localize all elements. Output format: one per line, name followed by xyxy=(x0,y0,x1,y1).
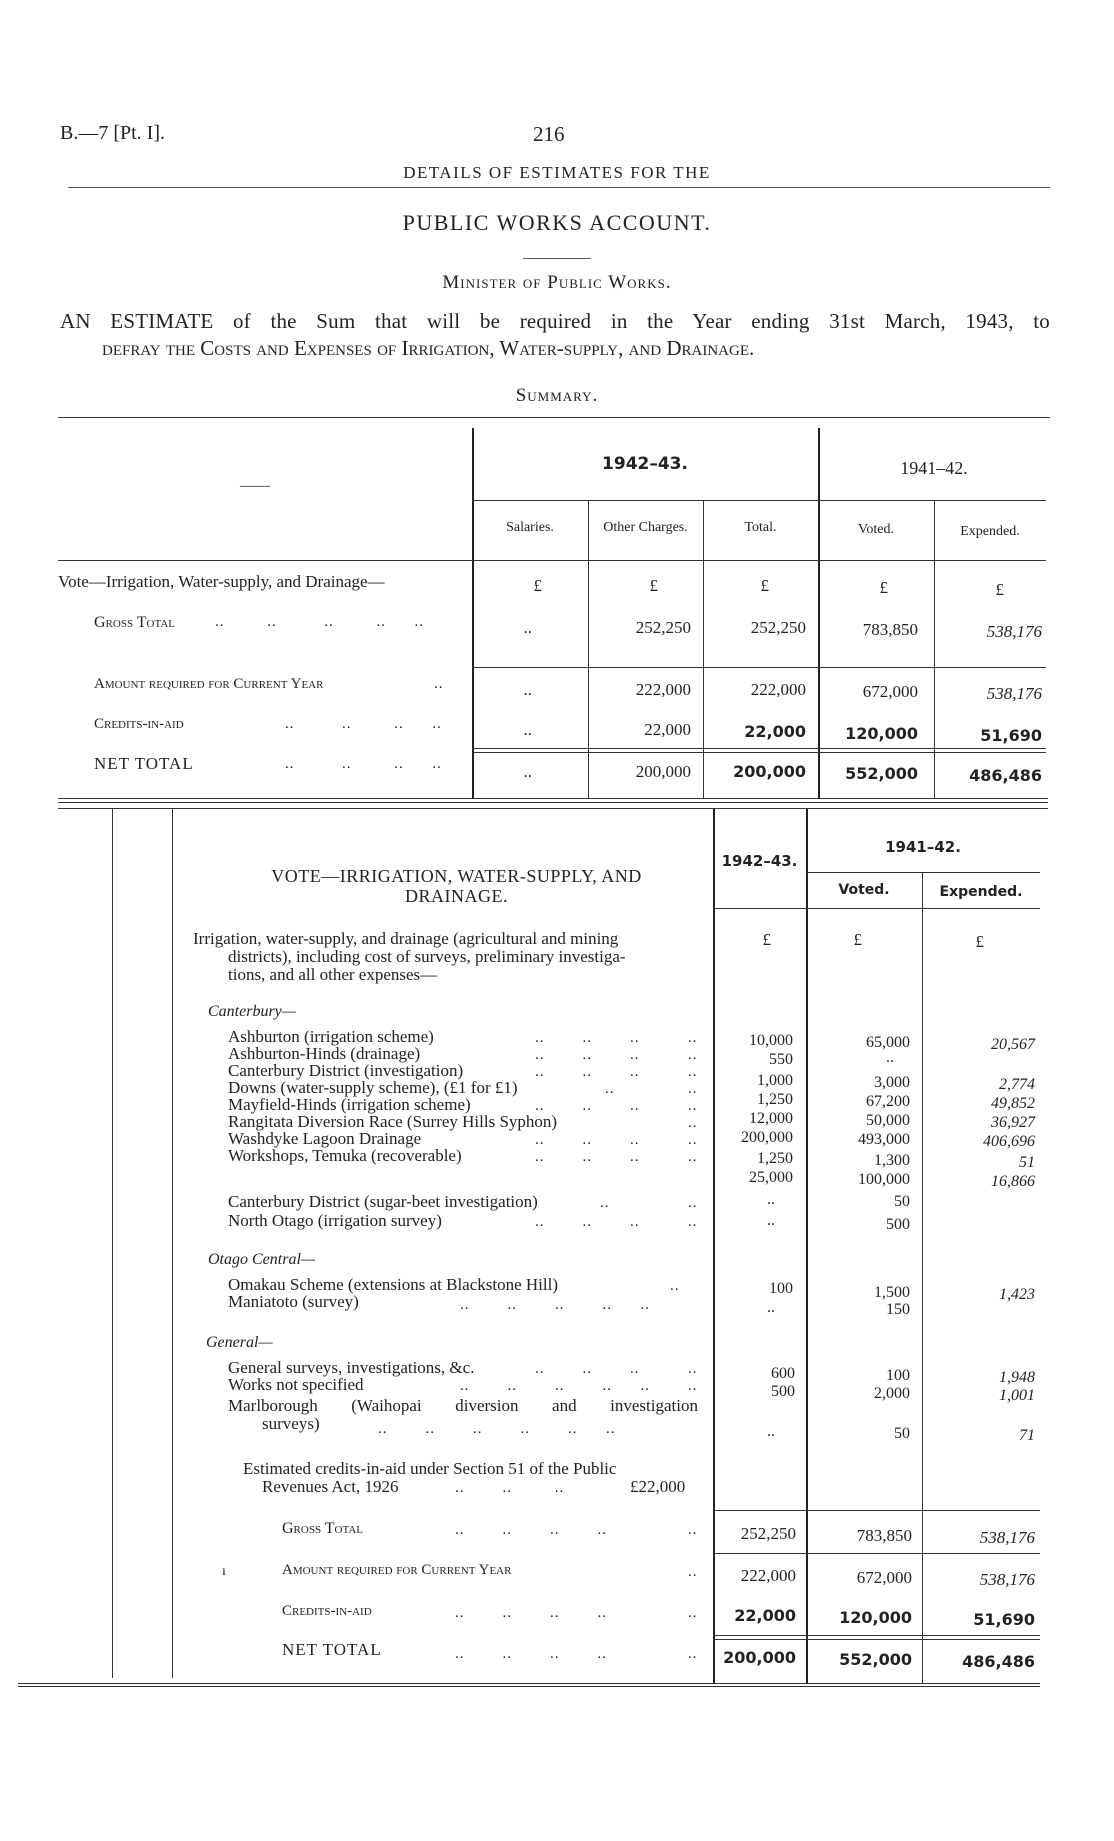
item-label: Ashburton (irrigation scheme) xyxy=(228,1027,434,1046)
cell-voted: 100 xyxy=(886,1367,910,1384)
item-label: Mayfield-Hinds (irrigation scheme) xyxy=(228,1095,471,1114)
intro-line-3: tions, and all other expenses— xyxy=(228,965,438,984)
cell-1942: .. xyxy=(767,1212,775,1229)
cell-voted: 552,000 xyxy=(839,1650,912,1669)
summary-bottom-rule xyxy=(58,798,1048,799)
credits-note-line-1: Estimated credits-in-aid under Section 51 of the Public xyxy=(243,1459,617,1478)
cell-expended: 36,927 xyxy=(991,1114,1035,1131)
row-label: Credits-in-aid xyxy=(94,716,184,732)
cell-expended: 51,690 xyxy=(980,726,1042,745)
leader-dots: .. xyxy=(688,1522,698,1538)
cell-expended: 486,486 xyxy=(962,1652,1035,1671)
detail-totals-rule xyxy=(713,1635,1040,1636)
cell-expended: 1,423 xyxy=(999,1286,1035,1303)
cell-voted: 120,000 xyxy=(845,724,918,743)
item-label: Ashburton-Hinds (drainage) xyxy=(228,1044,421,1063)
leader-dots: .. xyxy=(688,1030,698,1046)
group-general: General— xyxy=(206,1334,273,1351)
detail-sub-voted: Voted. xyxy=(838,882,890,898)
leader-dots: .. xyxy=(688,1605,698,1621)
summary-title: Summary. xyxy=(515,385,599,406)
cell-1942: 222,000 xyxy=(740,1566,796,1585)
cell-voted: 100,000 xyxy=(858,1171,910,1188)
detail-col-1941: 1941–42. xyxy=(885,838,961,856)
cell-voted: 120,000 xyxy=(839,1608,912,1627)
cell-expended: 20,567 xyxy=(991,1036,1035,1053)
item-label: Washdyke Lagoon Drainage xyxy=(228,1129,422,1148)
item-label: General surveys, investigations, &c. xyxy=(228,1358,475,1377)
summary-col-1941: 1941–42. xyxy=(900,458,968,478)
cell-expended: 16,866 xyxy=(991,1173,1035,1190)
cell-other: 200,000 xyxy=(635,762,691,781)
cell-1942: 1,250 xyxy=(757,1091,793,1108)
leader-dots: .. .. .. xyxy=(535,1361,640,1377)
leader-dots: .. .. .. xyxy=(535,1047,640,1063)
leader-dots: .. .. .. .. xyxy=(455,1646,607,1662)
row-label: NET TOTAL xyxy=(282,1640,382,1659)
currency-symbol: £ xyxy=(533,576,542,595)
cell-voted: 50,000 xyxy=(866,1112,910,1129)
leader-dots: .. xyxy=(688,1132,698,1148)
detail-totals-rule xyxy=(713,1639,1040,1640)
detail-sub-expended: Expended. xyxy=(939,884,1023,900)
cell-1942: 25,000 xyxy=(749,1169,793,1186)
cell-expended: 538,176 xyxy=(979,1528,1035,1547)
leader-dots: .. .. .. xyxy=(535,1098,640,1114)
item-label: Canterbury District (investigation) xyxy=(228,1061,464,1080)
cell-voted: 783,850 xyxy=(856,1526,912,1545)
summary-sub-rule xyxy=(472,500,1046,501)
cell-voted: 65,000 xyxy=(866,1034,910,1051)
currency-symbol: £ xyxy=(649,576,658,595)
item-label: Workshops, Temuka (recoverable) xyxy=(228,1146,462,1165)
cell-voted: 672,000 xyxy=(856,1568,912,1587)
item-label: Canterbury District (sugar-beet investigation) xyxy=(228,1192,538,1211)
cell-expended: 2,774 xyxy=(999,1076,1035,1093)
leader-dots: .. xyxy=(434,676,444,692)
cell-1942: 200,000 xyxy=(741,1129,793,1146)
header-rule xyxy=(68,187,1050,188)
cell-other: 222,000 xyxy=(635,680,691,699)
cell-1942: 22,000 xyxy=(734,1606,796,1625)
detail-totals-rule xyxy=(713,1553,1040,1554)
cell-expended: 406,696 xyxy=(983,1133,1035,1150)
leader-dots: .. xyxy=(688,1064,698,1080)
cell-voted: 552,000 xyxy=(845,764,918,783)
currency-symbol: £ xyxy=(762,930,771,949)
detail-title-line-2: DRAINAGE. xyxy=(405,886,508,906)
cell-voted: 50 xyxy=(894,1425,910,1442)
cell-voted: 500 xyxy=(886,1216,910,1233)
cell-total: 22,000 xyxy=(744,722,806,741)
leader-dots: .. xyxy=(688,1081,698,1097)
cell-voted: 1,300 xyxy=(874,1152,910,1169)
intro-line-2: districts), including cost of surveys, preliminary investiga- xyxy=(228,947,626,966)
leader-dots: .. xyxy=(688,1646,698,1662)
leader-dots: .. xyxy=(688,1149,698,1165)
leader-dots: .. .. .. .. .. xyxy=(460,1297,650,1313)
document-reference: B.—7 [Pt. I]. xyxy=(60,122,165,144)
leader-dots: .. xyxy=(688,1564,698,1580)
leader-dots: .. .. .. .. xyxy=(285,716,442,732)
leader-dots: .. .. .. xyxy=(535,1030,640,1046)
summary-col-1942: 1942–43. xyxy=(602,454,688,474)
row-label: Amount required for Current Year xyxy=(94,676,324,692)
item-label: Omakau Scheme (extensions at Blackstone Hill) xyxy=(228,1275,558,1294)
credits-note-line-2: Revenues Act, 1926 xyxy=(262,1477,399,1496)
item-label: Downs (water-supply scheme), (£1 for £1) xyxy=(228,1078,518,1097)
detail-sub-rule xyxy=(806,872,1040,873)
cell-voted: 50 xyxy=(894,1193,910,1210)
item-label-continued: surveys) xyxy=(262,1414,320,1433)
summary-vote-label: Vote—Irrigation, Water-supply, and Drainage— xyxy=(58,572,385,591)
detail-title-line-1: VOTE—IRRIGATION, WATER-SUPPLY, AND xyxy=(271,866,642,886)
summary-rule xyxy=(472,667,1046,668)
detail-totals-rule xyxy=(713,1510,1040,1511)
summary-vline xyxy=(588,500,589,798)
item-label: Rangitata Diversion Race (Surrey Hills Syphon) xyxy=(228,1112,558,1131)
cell-1942: .. xyxy=(767,1191,775,1208)
leader-dots: .. xyxy=(688,1361,698,1377)
detail-margin-line xyxy=(172,808,173,1678)
cell-1942: .. xyxy=(767,1423,775,1440)
leader-dots: .. .. .. .. .. .. xyxy=(378,1421,616,1437)
detail-title xyxy=(200,866,713,906)
summary-header-rule xyxy=(58,560,1046,561)
detail-header-rule xyxy=(713,908,1040,909)
cell-1942: 252,250 xyxy=(740,1524,796,1543)
summary-rule xyxy=(472,752,1046,753)
leader-dots: .. xyxy=(605,1081,615,1097)
group-otago-central: Otago Central— xyxy=(208,1251,316,1268)
summary-dash: —— xyxy=(240,478,270,494)
cell-salaries: .. xyxy=(523,680,532,699)
summary-sub-other: Other Charges. xyxy=(603,520,688,535)
cell-expended: 71 xyxy=(1019,1427,1035,1444)
cell-salaries: .. xyxy=(523,720,532,739)
summary-sub-salaries: Salaries. xyxy=(506,520,554,535)
cell-expended: 49,852 xyxy=(991,1095,1035,1112)
intro-line-1: Irrigation, water-supply, and drainage (agricultural and mining xyxy=(193,929,619,948)
summary-bottom-rule xyxy=(58,802,1048,803)
currency-symbol: £ xyxy=(760,576,769,595)
stray-mark: ı xyxy=(222,1564,226,1579)
summary-vline xyxy=(472,428,474,798)
leader-dots: .. xyxy=(688,1115,698,1131)
item-label: Marlborough (Waihopai diversion and investigation xyxy=(228,1396,698,1415)
summary-vline xyxy=(934,500,935,798)
leader-dots: .. .. .. .. xyxy=(455,1605,607,1621)
cell-expended: 1,948 xyxy=(999,1369,1035,1386)
item-label: Maniatoto (survey) xyxy=(228,1292,359,1311)
leader-dots: .. .. .. xyxy=(535,1064,640,1080)
cell-expended: 486,486 xyxy=(969,766,1042,785)
leader-dots: .. xyxy=(688,1098,698,1114)
cell-1942: 10,000 xyxy=(749,1032,793,1049)
page-number: 216 xyxy=(533,122,565,146)
leader-dots: .. xyxy=(688,1195,698,1211)
cell-expended: 1,001 xyxy=(999,1387,1035,1404)
summary-top-rule xyxy=(58,417,1050,418)
cell-voted: 493,000 xyxy=(858,1131,910,1148)
cell-voted: 3,000 xyxy=(874,1074,910,1091)
summary-sub-expended: Expended. xyxy=(960,524,1020,539)
cell-expended: 538,176 xyxy=(986,684,1042,703)
detail-bottom-rule xyxy=(18,1686,1040,1687)
cell-voted: 1,500 xyxy=(874,1284,910,1301)
leader-dots: .. xyxy=(688,1378,698,1394)
summary-sub-voted: Voted. xyxy=(858,522,894,537)
currency-symbol: £ xyxy=(975,932,984,951)
item-label: Works not specified xyxy=(228,1375,364,1394)
detail-top-rule xyxy=(58,808,1048,809)
cell-voted: 150 xyxy=(886,1301,910,1318)
leader-dots: .. xyxy=(600,1195,610,1211)
cell-salaries: .. xyxy=(523,762,532,781)
header-line-1: DETAILS OF ESTIMATES FOR THE xyxy=(403,163,711,182)
detail-bottom-rule xyxy=(18,1683,1040,1684)
estimate-line-1: AN ESTIMATE of the Sum that will be required in the Year ending 31st March, 1943, to xyxy=(60,309,1050,333)
cell-1942: 100 xyxy=(769,1280,793,1297)
leader-dots: .. xyxy=(688,1047,698,1063)
header-line-2: PUBLIC WORKS ACCOUNT. xyxy=(402,210,712,235)
detail-margin-line xyxy=(112,808,113,1678)
group-canterbury: Canterbury— xyxy=(208,1003,296,1020)
cell-1942: 550 xyxy=(769,1051,793,1068)
cell-1942: .. xyxy=(767,1299,775,1316)
leader-dots: .. .. .. xyxy=(535,1132,640,1148)
credits-note-amount: £22,000 xyxy=(630,1477,686,1496)
cell-1942: 12,000 xyxy=(749,1110,793,1127)
cell-voted: .. xyxy=(886,1049,894,1066)
cell-salaries: .. xyxy=(523,618,532,637)
short-rule xyxy=(523,258,591,259)
cell-other: 252,250 xyxy=(635,618,691,637)
summary-sub-total: Total. xyxy=(744,520,777,535)
cell-voted: 67,200 xyxy=(866,1093,910,1110)
cell-expended: 51 xyxy=(1019,1154,1035,1171)
cell-1942: 500 xyxy=(771,1383,795,1400)
leader-dots: .. .. .. .. xyxy=(285,756,442,772)
leader-dots: .. .. .. xyxy=(455,1480,565,1496)
cell-voted: 783,850 xyxy=(862,620,918,639)
cell-total: 222,000 xyxy=(750,680,806,699)
cell-expended: 538,176 xyxy=(979,1570,1035,1589)
leader-dots: .. .. .. .. xyxy=(455,1522,607,1538)
cell-total: 252,250 xyxy=(750,618,806,637)
row-label: NET TOTAL xyxy=(94,754,194,773)
row-label: Gross Total xyxy=(94,614,176,631)
leader-dots: .. .. .. .. .. xyxy=(215,614,424,630)
detail-vline xyxy=(922,872,923,1683)
leader-dots: .. .. .. .. .. xyxy=(460,1378,650,1394)
leader-dots: .. xyxy=(688,1214,698,1230)
item-label: North Otago (irrigation survey) xyxy=(228,1211,442,1230)
cell-1942: 1,000 xyxy=(757,1072,793,1089)
detail-col-1942: 1942–43. xyxy=(721,852,798,870)
row-label: Amount required for Current Year xyxy=(282,1562,512,1578)
leader-dots: .. .. .. xyxy=(535,1149,640,1165)
summary-vline xyxy=(703,500,704,798)
cell-1942: 200,000 xyxy=(723,1648,796,1667)
estimate-line-2: defray the Costs and Expenses of Irrigation, Water-supply, and Drainage. xyxy=(102,336,755,360)
currency-symbol: £ xyxy=(853,930,862,949)
cell-expended: 538,176 xyxy=(986,622,1042,641)
leader-dots: .. .. .. xyxy=(535,1214,640,1230)
cell-1942: 600 xyxy=(771,1365,795,1382)
cell-voted: 672,000 xyxy=(862,682,918,701)
summary-rule xyxy=(472,748,1046,749)
row-label: Gross Total xyxy=(282,1520,364,1537)
cell-total: 200,000 xyxy=(733,762,806,781)
minister-line: Minister of Public Works. xyxy=(442,272,672,293)
currency-symbol: £ xyxy=(995,580,1004,599)
cell-voted: 2,000 xyxy=(874,1385,910,1402)
row-label: Credits-in-aid xyxy=(282,1603,372,1619)
cell-other: 22,000 xyxy=(644,720,691,739)
cell-1942: 1,250 xyxy=(757,1150,793,1167)
currency-symbol: £ xyxy=(879,578,888,597)
cell-expended: 51,690 xyxy=(973,1610,1035,1629)
leader-dots: .. xyxy=(670,1278,680,1294)
